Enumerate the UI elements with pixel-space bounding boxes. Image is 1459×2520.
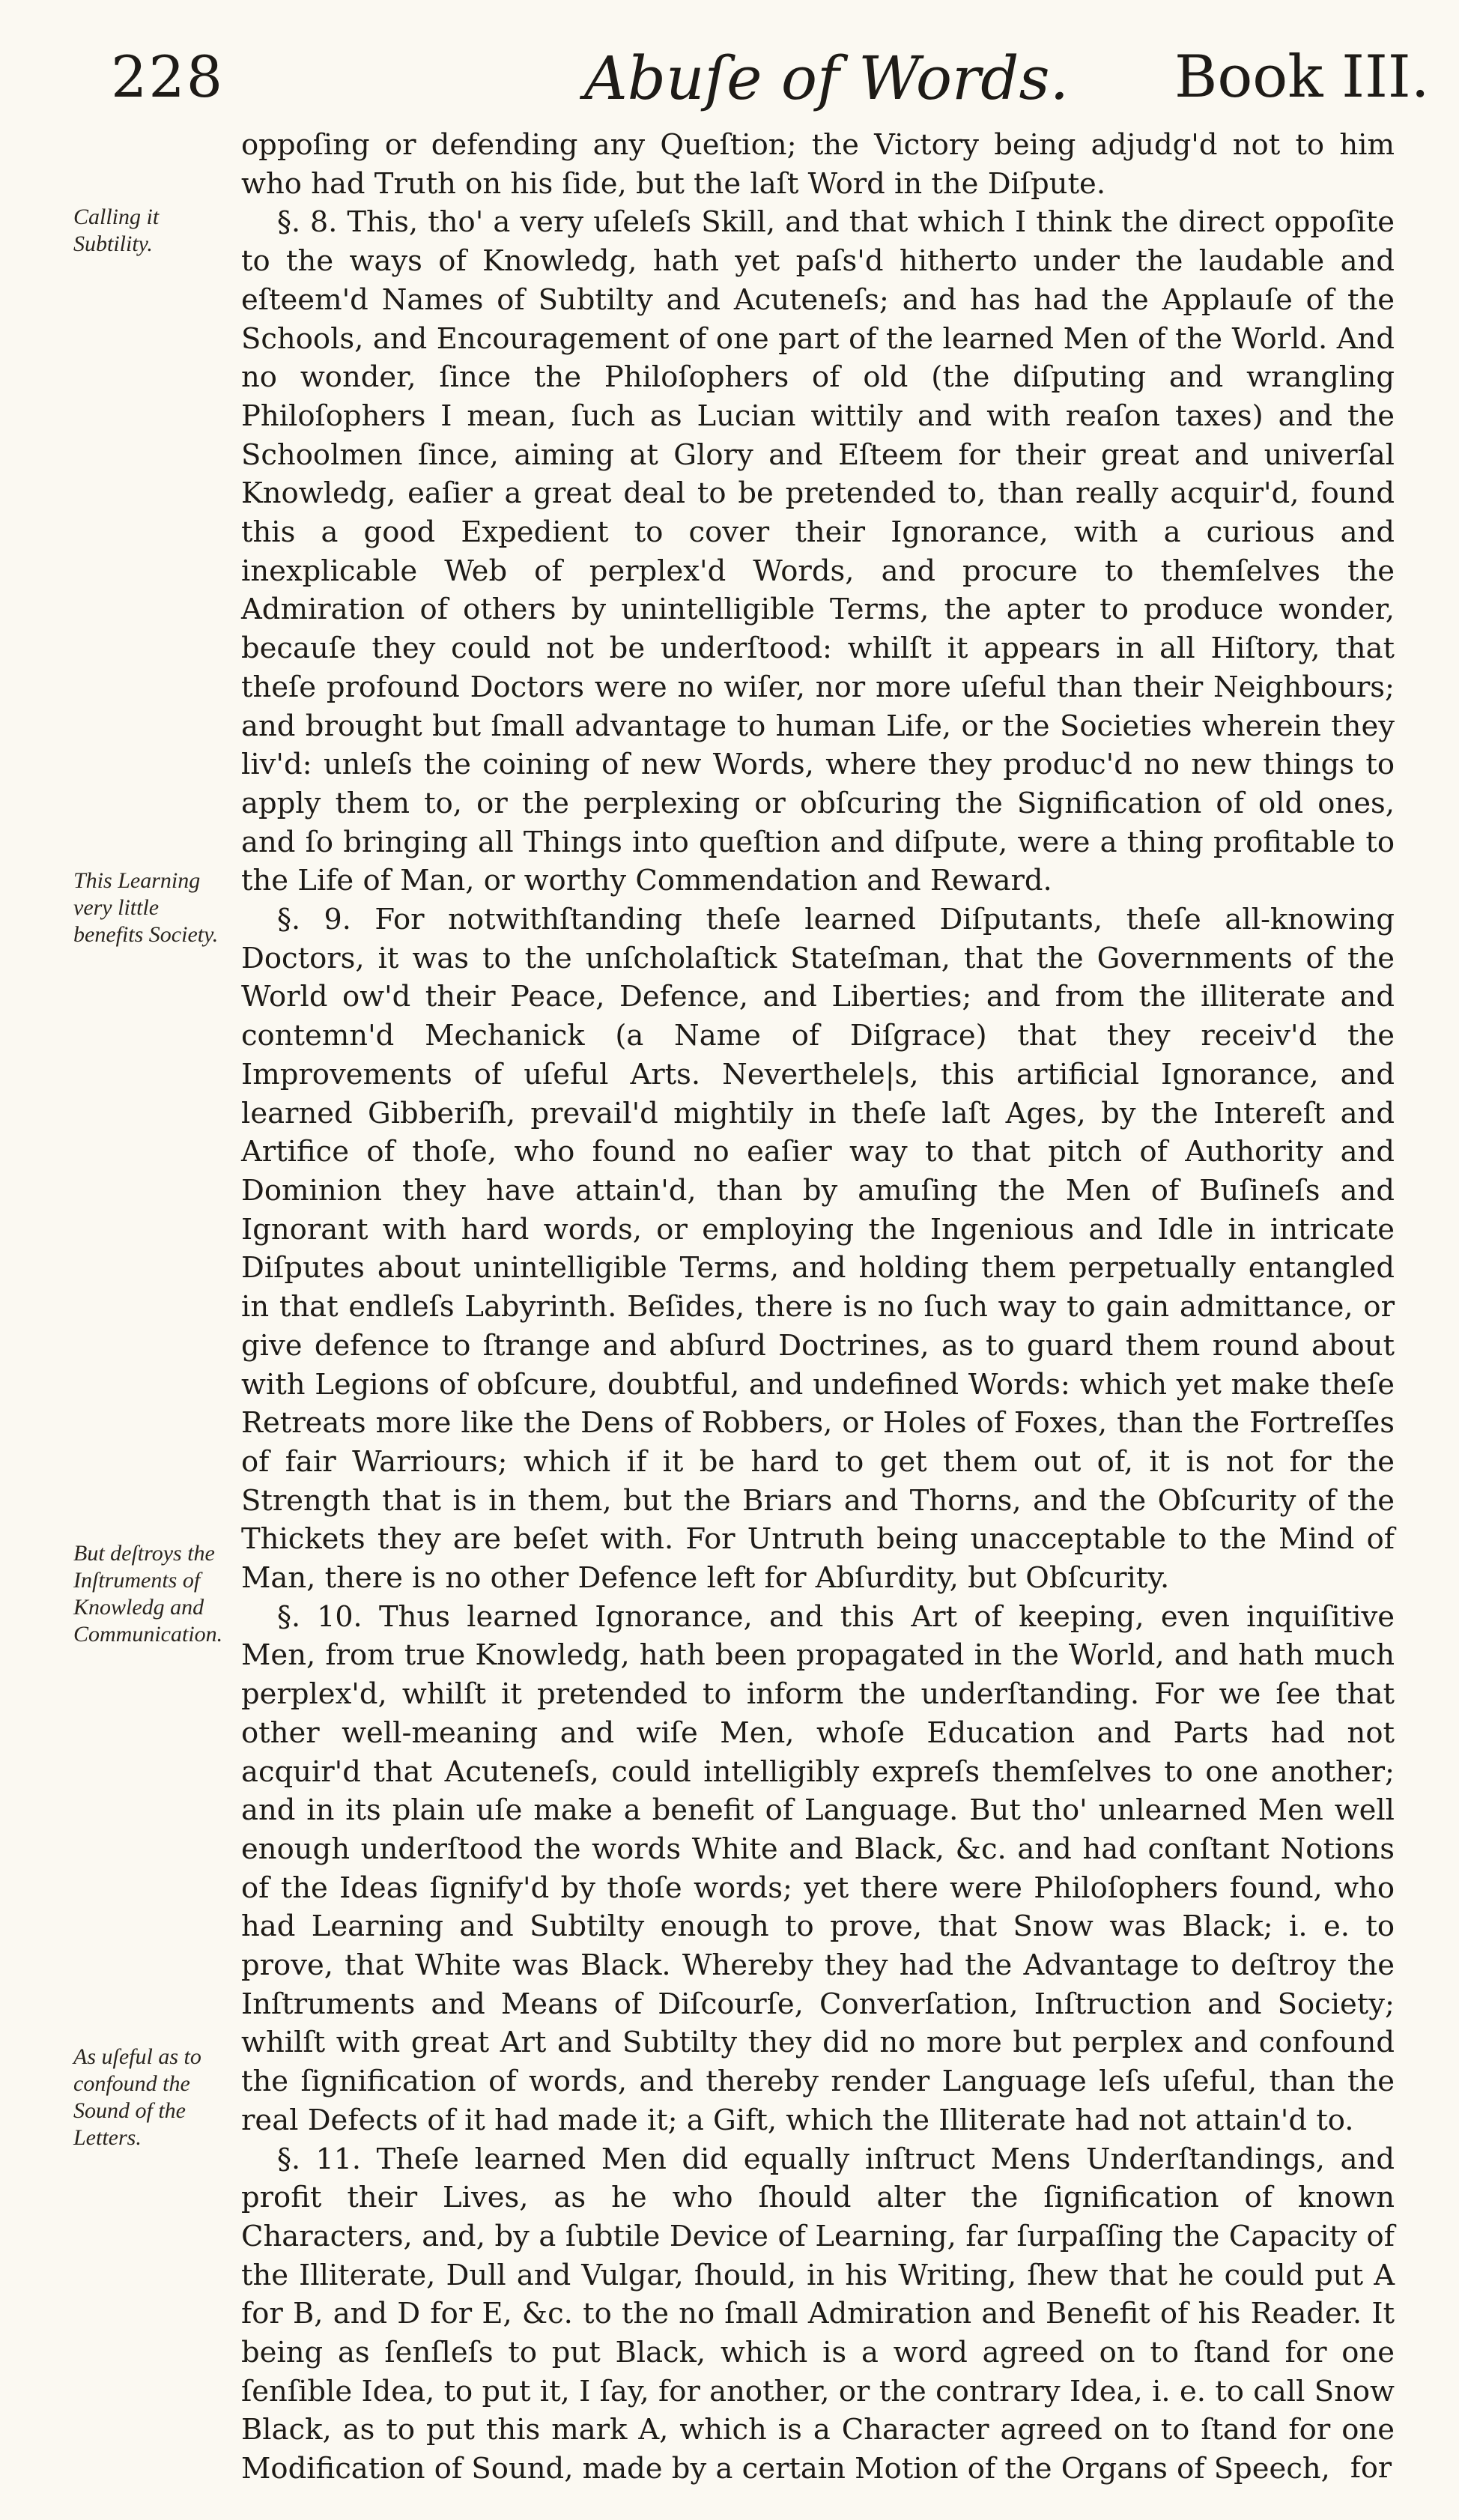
margin-note: Calling it Subtility. bbox=[73, 205, 160, 256]
paragraph-text: For notwithſtanding theſe learned Diſputants, theſe all-knowing Doctors, it was to the unſcholaſtick Stateſman, that the Governments of the World ow'd their Peace, Defence, and Liberties; and from the illiterate and contemn'd Mechanick (a Name of Diſgrace) that they receiv'd the Improvements of uſeful Arts. Neverthele|s, this artificial Ignorance, and learned Gibberiſh, prevail'd mightily in theſe laſt Ages, by the Intereſt and Artifice of thoſe, who found no eaſier way to that pitch of Authority and Dominion they have attain'd, than by amuſing the Men of Buſineſs and Ignorant with hard words, or employing the Ingenious and Idle in intricate Diſputes about unintelligible Terms, and holding them perpetually entangled in that endleſs Labyrinth. Beſides, there is no ſuch way to gain admittance, or give defence to ſtrange and abſurd Doctrines, as to guard them round about with Legions of obſcure, doubtful, and undefined Words: which yet make theſe Retreats more like the Dens of Robbers, or Holes of Foxes, than the Fortreſſes of fair Warriours; which if it be hard to get them out of, it is not for the Strength that is in them, but the Briars and Thorns, and the Obſcurity of the Thickets they are beſet with. For Untruth being unacceptable to the Mind of Man, there is no other Defence left for Abſurdity, but Obſcurity. bbox=[241, 903, 1395, 1596]
page-number: 228 bbox=[111, 43, 225, 110]
section-mark: §. 9. bbox=[277, 903, 351, 936]
catchword: for bbox=[1350, 2451, 1392, 2484]
margin-note: As uſeful as to confound the Sound of the Letters. bbox=[73, 2044, 201, 2150]
running-head bbox=[0, 43, 1459, 118]
paragraph-text: This, tho' a very uſeleſs Skill, and that which I think the direct oppoſite to the ways of Knowledg, hath yet paſs'd hitherto under the laudable and eſteem'd Names of Subtilty and Acuteneſs; and has had the Applauſe of the Schools, and Encouragement of one part of the learned Men of the World. And no wonder, ſince the Philoſophers of old (the diſputing and wrangling Philoſophers I mean, ſuch as Lucian wittily and with reaſon taxes) and the Schoolmen ſince, aiming at Glory and Eſteem for their great and univerſal Knowledg, eaſier a great deal to be pretended to, than really acquir'd, found this a good Expedient to cover their Ignorance, with a curious and inexplicable Web of perplex'd Words, and procure to themſelves the Admiration of others by unintelligible Terms, the apter to produce wonder, becauſe they could not be underſtood: whilſt it appears in all Hiſtory, that theſe profound Doctors were no wiſer, nor more uſeful than their Neighbours; and brought but ſmall advantage to human Life, or the Societies wherein they liv'd: unleſs the coining of new Words, where they produc'd no new things to apply them to, or the perplexing or obſcuring the Signification of old ones, and ſo bringing all Things into queſtion and diſpute, were a thing profitable to the Life of Man, or worthy Commendation and Reward. bbox=[241, 205, 1395, 898]
running-title: Abuſe of Words. bbox=[584, 43, 1069, 113]
paragraph bbox=[241, 203, 1395, 900]
paragraph bbox=[241, 2140, 1395, 2489]
margin-note: This Learning very little benefits Society. bbox=[73, 868, 219, 947]
paragraph bbox=[241, 900, 1395, 1598]
paragraph-text: Thus learned Ignorance, and this Art of keeping, even inquiſitive Men, from true Knowledg, hath been propagated in the World, and hath much perplex'd, whilſt it pretended to inform the underſtanding. For we ſee that other well-meaning and wiſe Men, whoſe Education and Parts had not acquir'd that Acuteneſs, could intelligibly expreſs themſelves to one another; and in its plain uſe make a benefit of Language. But tho' unlearned Men well enough underſtood the words White and Black, &c. and had conſtant Notions of the Ideas ſignify'd by thoſe words; yet there were Philoſophers found, who had Learning and Subtilty enough to prove, that Snow was Black; i. e. to prove, that White was Black. Whereby they had the Advantage to deſtroy the Inſtruments and Means of Diſcourſe, Converſation, Inſtruction and Society; whilſt with great Art and Subtilty they did no more but perplex and confound the ſignification of words, and thereby render Language leſs uſeful, than the real Defects of it had made it; a Gift, which the Illiterate had not attain'd to. bbox=[241, 1599, 1395, 2137]
book-label: Book III. bbox=[1174, 43, 1430, 111]
section-mark: §. 10. bbox=[277, 1599, 363, 1633]
paragraph bbox=[241, 1598, 1395, 2140]
body-text bbox=[241, 126, 1395, 2489]
section-mark: §. 11. bbox=[277, 2142, 361, 2175]
section-mark: §. 8. bbox=[277, 205, 338, 239]
paragraph-text: oppoſing or defending any Queſtion; the Victory being adjudg'd not to him who had Truth on his ſide, but the laſt Word in the Diſpute. bbox=[241, 128, 1395, 201]
paragraph-text: Theſe learned Men did equally inſtruct Mens Underſtandings, and profit their Lives, as he who ſhould alter the ſignification of known Characters, and, by a ſubtile Device of Learning, far ſurpaſſing the Capacity of the Illiterate, Dull and Vulgar, ſhould, in his Writing, ſhew that he could put A for B, and D for E, &c. to the no ſmall Admiration and Benefit of his Reader. It being as ſenſleſs to put Black, which is a word agreed on to ſtand for one ſenſible Idea, to put it, I ſay, for another, or the contrary Idea, i. e. to call Snow Black, as to put this mark A, which is a Character agreed on to ſtand for one Modification of Sound, made by a certain Motion of the Organs of Speech, bbox=[241, 2142, 1395, 2486]
paragraph bbox=[241, 126, 1395, 203]
margin-note: But deſtroys the Inſtruments of Knowledg and Communication. bbox=[73, 1541, 223, 1647]
